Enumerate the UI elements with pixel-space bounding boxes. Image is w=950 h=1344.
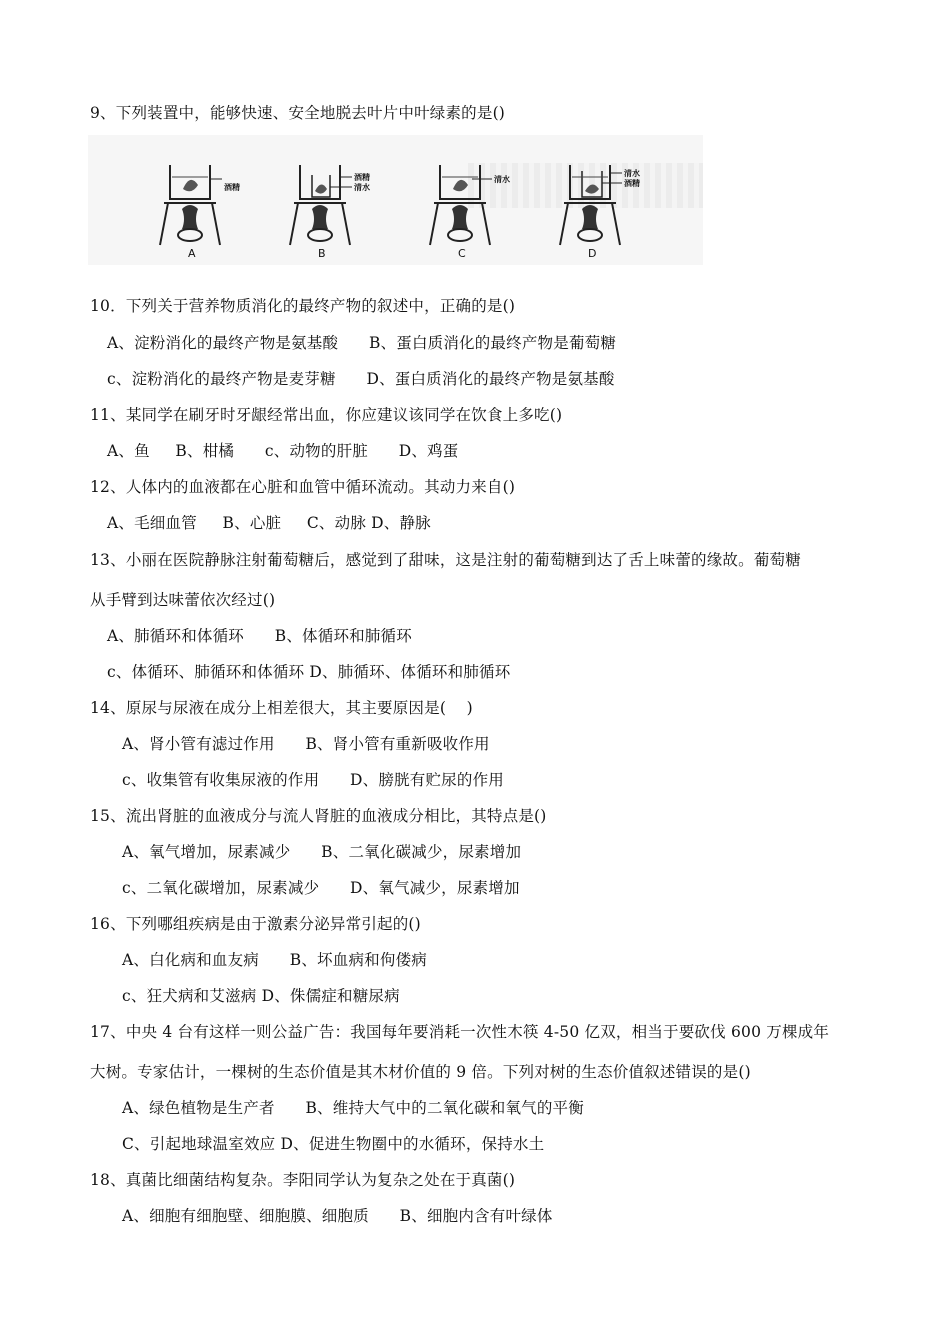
question-11: 11、某同学在刷牙时牙龈经常出血，你应建议该同学在饮食上多吃() xyxy=(90,406,563,424)
apparatus-a-letter: A xyxy=(188,247,196,260)
question-14-options-1: A、肾小管有滤过作用 B、肾小管有重新吸收作用 xyxy=(122,735,490,753)
question-11-options: A、鱼 B、柑橘 c、动物的肝脏 D、鸡蛋 xyxy=(107,442,459,460)
question-16-options-2: c、狂犬病和艾滋病 D、侏儒症和糖尿病 xyxy=(122,987,400,1005)
apparatus-d xyxy=(558,147,668,260)
apparatus-a-drawing xyxy=(158,147,268,257)
apparatus-c-drawing xyxy=(428,147,538,257)
question-15-options-1: A、氧气增加，尿素减少 B、二氧化碳减少，尿素增加 xyxy=(122,843,522,861)
question-17-options-2: C、引起地球温室效应 D、促进生物圈中的水循环，保持水土 xyxy=(122,1135,545,1153)
question-18: 18、真菌比细菌结构复杂。李阳同学认为复杂之处在于真菌() xyxy=(90,1171,516,1189)
apparatus-d-letter: D xyxy=(588,247,597,260)
question-14-options-2: c、收集管有收集尿液的作用 D、膀胱有贮尿的作用 xyxy=(122,771,504,789)
apparatus-c xyxy=(428,147,538,260)
question-14: 14、原尿与尿液在成分上相差很大，其主要原因是( ) xyxy=(90,699,473,717)
apparatus-b-label-1: 酒精 xyxy=(354,173,370,182)
apparatus-d-drawing xyxy=(558,147,668,257)
question-15: 15、流出肾脏的血液成分与流人肾脏的血液成分相比，其特点是() xyxy=(90,807,547,825)
apparatus-b-label-2: 清水 xyxy=(354,183,370,192)
apparatus-a xyxy=(158,147,268,260)
question-12-options: A、毛细血管 B、心脏 C、动脉 D、静脉 xyxy=(107,514,431,532)
apparatus-b-drawing xyxy=(288,147,398,257)
apparatus-figure xyxy=(88,135,703,265)
question-13-options-1: A、肺循环和体循环 B、体循环和肺循环 xyxy=(107,627,412,645)
question-10-options-1: A、淀粉消化的最终产物是氨基酸 B、蛋白质消化的最终产物是葡萄糖 xyxy=(107,334,617,352)
question-17-cont: 大树。专家估计，一棵树的生态价值是其木材价值的 9 倍。下列对树的生态价值叙述错误的是() xyxy=(90,1063,751,1081)
question-17: 17、中央 4 台有这样一则公益广告：我国每年要消耗一次性木筷 4-50 亿双，相当于要砍伐 600 万棵成年 xyxy=(90,1023,830,1041)
question-13: 13、小丽在医院静脉注射葡萄糖后，感觉到了甜味，这是注射的葡萄糖到达了舌上味蕾的缘故。葡萄糖 xyxy=(90,551,801,569)
question-10: 10．下列关于营养物质消化的最终产物的叙述中，正确的是() xyxy=(90,297,516,315)
question-16: 16、下列哪组疾病是由于激素分泌异常引起的() xyxy=(90,915,421,933)
question-13-options-2: c、体循环、肺循环和体循环 D、肺循环、体循环和肺循环 xyxy=(107,663,511,681)
question-16-options-1: A、白化病和血友病 B、坏血病和佝偻病 xyxy=(122,951,427,969)
question-13-cont: 从手臂到达味蕾依次经过() xyxy=(90,591,276,609)
apparatus-c-letter: C xyxy=(458,247,466,260)
apparatus-b xyxy=(288,147,398,260)
question-17-options-1: A、绿色植物是生产者 B、维持大气中的二氧化碳和氧气的平衡 xyxy=(122,1099,584,1117)
apparatus-a-label-1: 酒精 xyxy=(224,183,240,192)
question-9: 9、下列装置中，能够快速、安全地脱去叶片中叶绿素的是() xyxy=(90,104,506,122)
apparatus-c-label-1: 清水 xyxy=(494,175,510,184)
question-10-options-2: c、淀粉消化的最终产物是麦芽糖 D、蛋白质消化的最终产物是氨基酸 xyxy=(107,370,615,388)
apparatus-d-label-1: 清水 xyxy=(624,169,640,178)
question-12: 12、人体内的血液都在心脏和血管中循环流动。其动力来自() xyxy=(90,478,516,496)
apparatus-d-label-2: 酒精 xyxy=(624,179,640,188)
apparatus-b-letter: B xyxy=(318,247,326,260)
question-18-options-1: A、细胞有细胞壁、细胞膜、细胞质 B、细胞内含有叶绿体 xyxy=(122,1207,553,1225)
question-15-options-2: c、二氧化碳增加，尿素减少 D、氧气减少，尿素增加 xyxy=(122,879,520,897)
